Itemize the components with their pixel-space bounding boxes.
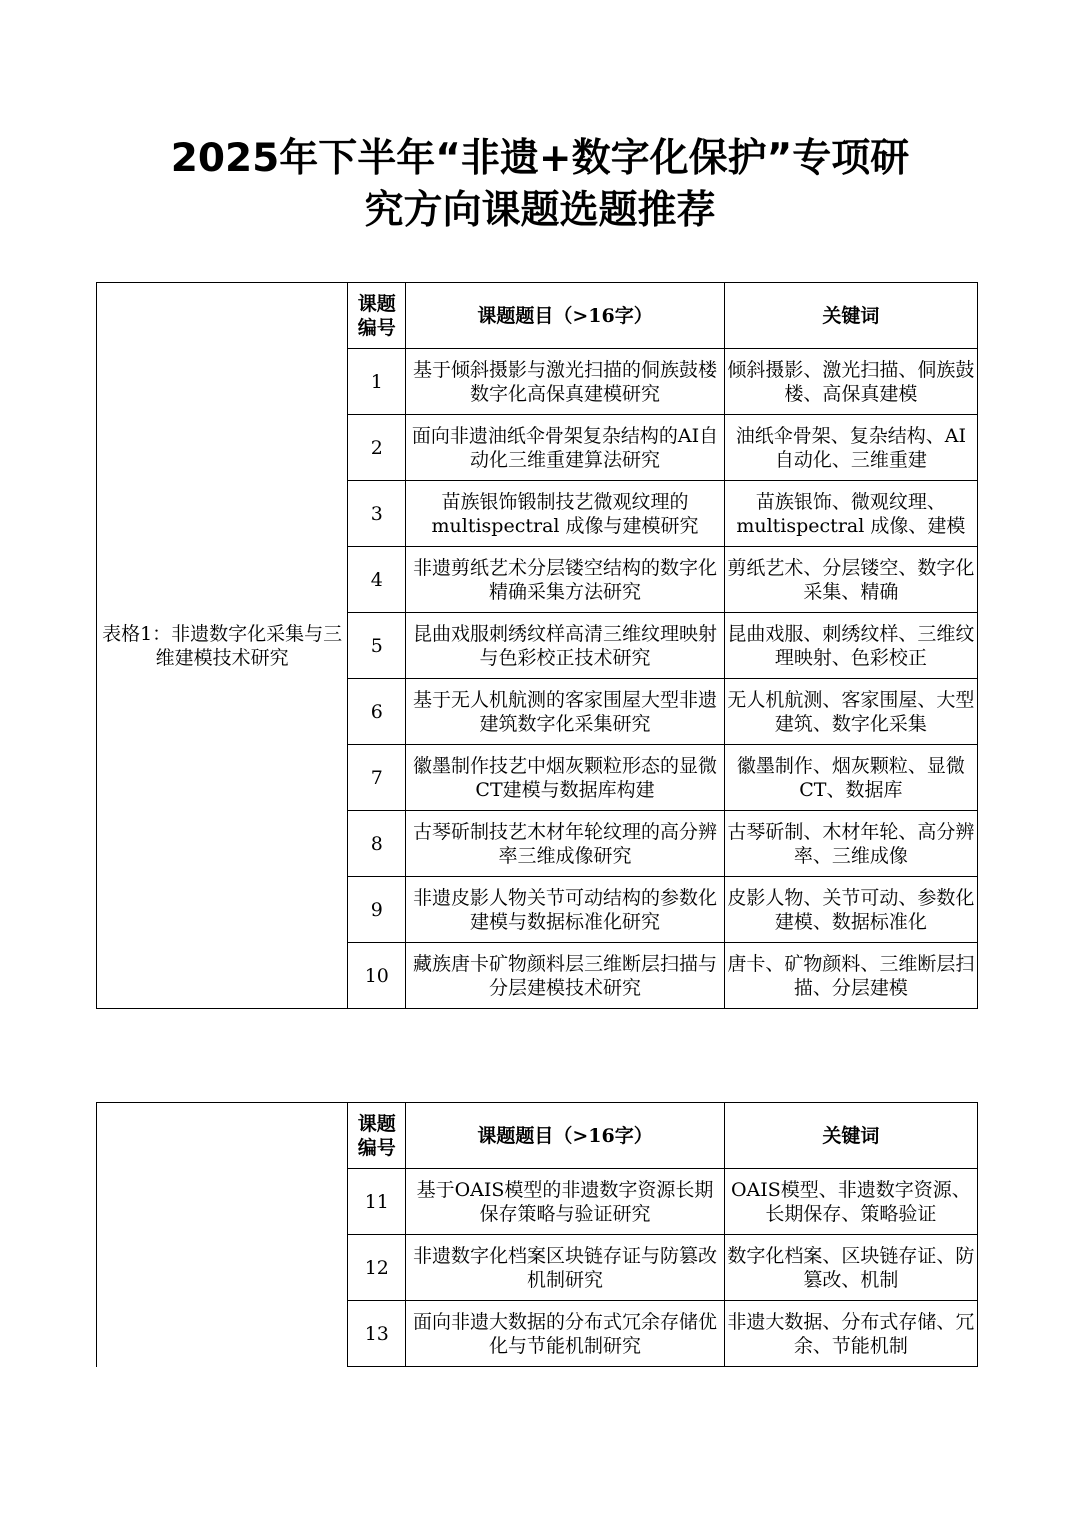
page-title [90, 133, 990, 237]
topic-keywords: 皮影人物、关节可动、参数化建模、数据标准化 [724, 877, 977, 943]
topics-table-2 [96, 1102, 978, 1367]
topic-keywords: 剪纸艺术、分层镂空、数字化采集、精确 [724, 547, 977, 613]
topic-keywords: 古琴斫制、木材年轮、高分辨率、三维成像 [724, 811, 977, 877]
topic-number: 5 [348, 613, 406, 679]
group-label: 表格1：非遗数字化采集与三维建模技术研究 [97, 283, 348, 1009]
title-line-1: 2025年下半年“非遗+数字化保护”专项研 [170, 136, 910, 181]
topic-title: 面向非遗油纸伞骨架复杂结构的AI自动化三维重建算法研究 [406, 415, 724, 481]
topic-title: 苗族银饰锻制技艺微观纹理的multispectral 成像与建模研究 [406, 481, 724, 547]
group-label-empty [97, 1103, 348, 1367]
topic-number: 10 [348, 943, 406, 1009]
topic-number: 13 [348, 1301, 406, 1367]
topic-title: 昆曲戏服刺绣纹样高清三维纹理映射与色彩校正技术研究 [406, 613, 724, 679]
topic-number: 4 [348, 547, 406, 613]
topic-number: 9 [348, 877, 406, 943]
topic-number: 7 [348, 745, 406, 811]
topic-number: 12 [348, 1235, 406, 1301]
topic-number: 6 [348, 679, 406, 745]
topic-keywords: 徽墨制作、烟灰颗粒、显微CT、数据库 [724, 745, 977, 811]
topic-number: 2 [348, 415, 406, 481]
topic-keywords: 非遗大数据、分布式存储、冗余、节能机制 [724, 1301, 977, 1367]
topic-keywords: 倾斜摄影、激光扫描、侗族鼓楼、高保真建模 [724, 349, 977, 415]
topics-table-1 [96, 282, 978, 1009]
topic-title: 非遗皮影人物关节可动结构的参数化建模与数据标准化研究 [406, 877, 724, 943]
header-topic: 课题题目（>16字） [406, 283, 724, 349]
title-line-2: 究方向课题选题推荐 [364, 188, 716, 233]
topic-number: 3 [348, 481, 406, 547]
topic-title: 藏族唐卡矿物颜料层三维断层扫描与分层建模技术研究 [406, 943, 724, 1009]
topic-keywords: 昆曲戏服、刺绣纹样、三维纹理映射、色彩校正 [724, 613, 977, 679]
topic-number: 1 [348, 349, 406, 415]
topic-keywords: 油纸伞骨架、复杂结构、AI自动化、三维重建 [724, 415, 977, 481]
table-header-row [97, 283, 978, 349]
header-keywords: 关键词 [724, 283, 977, 349]
header-keywords: 关键词 [724, 1103, 977, 1169]
table-header-row [97, 1103, 978, 1169]
topic-keywords: 数字化档案、区块链存证、防篡改、机制 [724, 1235, 977, 1301]
topic-title: 徽墨制作技艺中烟灰颗粒形态的显微CT建模与数据库构建 [406, 745, 724, 811]
topic-number: 8 [348, 811, 406, 877]
topic-keywords: 唐卡、矿物颜料、三维断层扫描、分层建模 [724, 943, 977, 1009]
header-number: 课题 编号 [348, 283, 406, 349]
topic-title: 基于OAIS模型的非遗数字资源长期保存策略与验证研究 [406, 1169, 724, 1235]
topic-title: 非遗剪纸艺术分层镂空结构的数字化精确采集方法研究 [406, 547, 724, 613]
topic-keywords: 苗族银饰、微观纹理、multispectral 成像、建模 [724, 481, 977, 547]
topic-title: 古琴斫制技艺木材年轮纹理的高分辨率三维成像研究 [406, 811, 724, 877]
topic-title: 非遗数字化档案区块链存证与防篡改机制研究 [406, 1235, 724, 1301]
topic-title: 基于倾斜摄影与激光扫描的侗族鼓楼数字化高保真建模研究 [406, 349, 724, 415]
header-topic: 课题题目（>16字） [406, 1103, 724, 1169]
topic-title: 基于无人机航测的客家围屋大型非遗建筑数字化采集研究 [406, 679, 724, 745]
topic-title: 面向非遗大数据的分布式冗余存储优化与节能机制研究 [406, 1301, 724, 1367]
topic-keywords: 无人机航测、客家围屋、大型建筑、数字化采集 [724, 679, 977, 745]
topic-number: 11 [348, 1169, 406, 1235]
header-number: 课题 编号 [348, 1103, 406, 1169]
topic-keywords: OAIS模型、非遗数字资源、长期保存、策略验证 [724, 1169, 977, 1235]
